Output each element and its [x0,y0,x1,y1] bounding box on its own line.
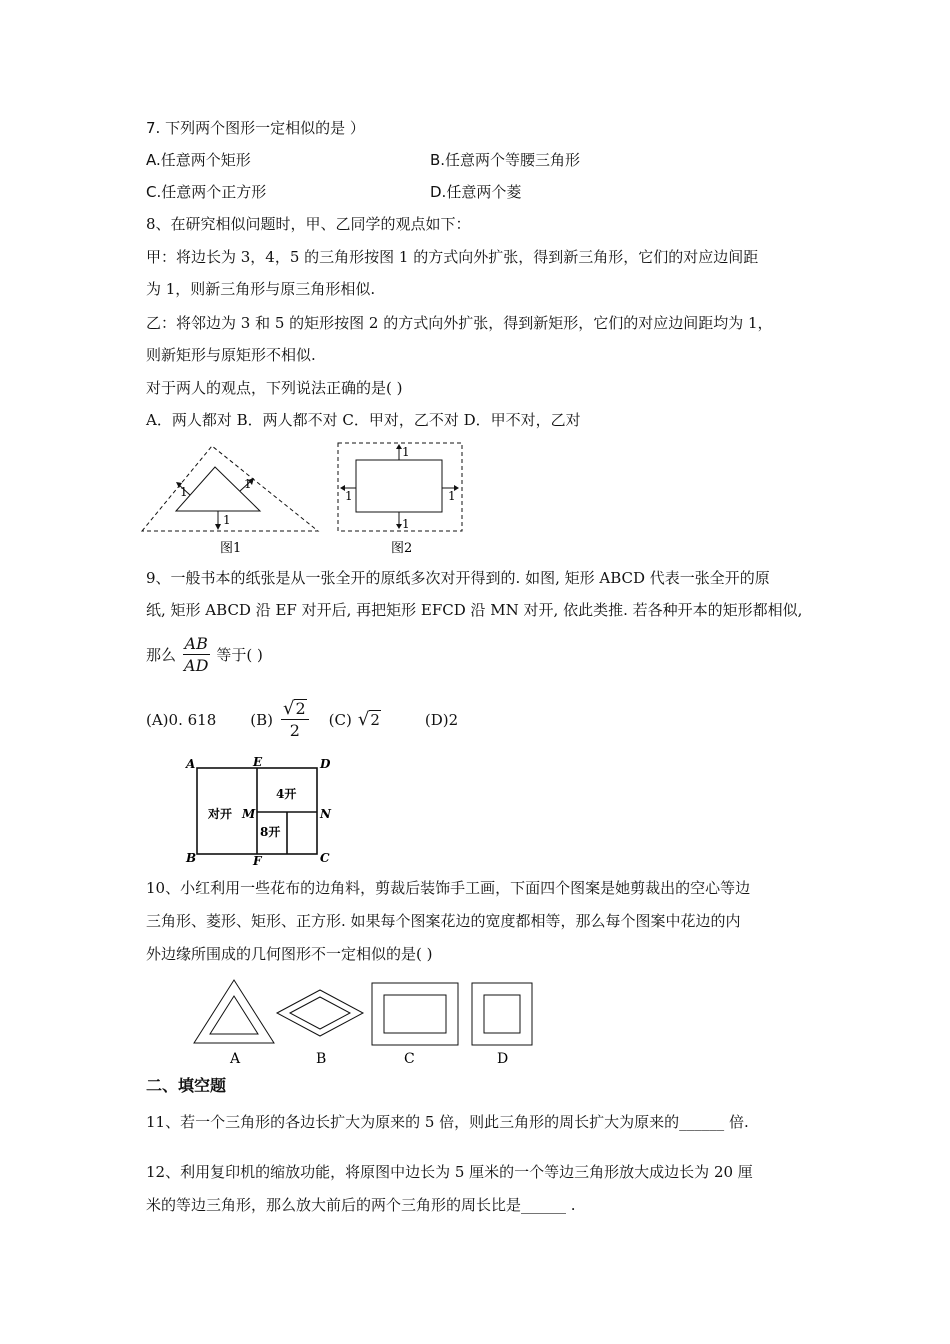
q8-yi-line1: 乙：将邻边为 3 和 5 的矩形按图 2 的方式向外扩张，得到新矩形，它们的对应边间距均为 1， [146,314,773,332]
q7-option-d: D.任意两个菱 [430,183,522,201]
q9-fig-N: N [320,807,331,821]
fig1-label-right: 1 [244,477,252,491]
q10-line2: 三角形、菱形、矩形、正方形. 如果每个图案花边的宽度都相等，那么每个图案中花边的内 [146,912,741,930]
q9-fraction [182,634,210,677]
q7-option-c: C.任意两个正方形 [146,183,267,201]
q9-fig-M: M [242,807,256,821]
q10-label-a: A [230,1051,241,1067]
fig2-label-bottom: 1 [402,517,410,531]
q10-label-b: B [316,1051,327,1067]
q9-fig-C: C [320,851,330,865]
q8-stem: 8、在研究相似问题时，甲、乙同学的观点如下： [146,215,471,233]
q9-line3-pre: 那么 [146,646,177,664]
fig2-inner-rect [356,460,442,512]
q8-options: A．两人都对 B．两人都不对 C．甲对，乙不对 D．甲不对，乙对 [146,411,581,429]
q10-line1: 10、小红利用一些花布的边角料，剪裁后装饰手工画，下面四个图案是她剪裁出的空心等边 [146,879,751,897]
fig2-caption: 图2 [391,541,413,556]
q9-option-b-num: √ 2 [281,699,309,720]
q9-fig-8kai: 8开 [260,825,281,839]
q10-line3: 外边缘所围成的几何图形不一定相似的是( ) [146,945,433,963]
q8-figures [140,440,470,560]
q9-line1: 9、一般书本的纸张是从一张全开的原纸多次对开得到的. 如图, 矩形 ABCD 代表一张全开的原 [146,569,770,587]
q7-option-b: B.任意两个等腰三角形 [430,151,581,169]
fig1-caption: 图1 [220,541,242,556]
q8-jia-line2: 为 1，则新三角形与原三角形相似. [146,280,376,298]
fig2-label-top: 1 [402,445,410,459]
q11-text: 11、若一个三角形的各边长扩大为原来的 5 倍，则此三角形的周长扩大为原来的______ 倍. [146,1113,749,1131]
fig1-label-bottom: 1 [223,513,231,527]
q9-fig-E: E [253,756,263,769]
q9-fig-4kai: 4开 [276,787,297,801]
q8-jia-line1: 甲：将边长为 3，4，5 的三角形按图 1 的方式向外扩张，得到新三角形，它们的对应边间距 [146,248,759,266]
q9-options [146,695,458,745]
q9-fig-B: B [186,851,197,865]
q10-label-c: C [404,1051,415,1067]
fig2-label-right: 1 [448,489,456,503]
q9-fig-F: F [253,854,262,866]
q9-fraction-den: AD [184,655,209,675]
q10-figures [188,975,548,1070]
q9-option-b: (B) [250,711,273,729]
q9-fig-A: A [186,757,196,771]
q10-label-d: D [497,1051,509,1067]
q8-yi-line2: 则新矩形与原矩形不相似. [146,346,316,364]
q9-line2: 纸, 矩形 ABCD 沿 EF 对开后, 再把矩形 EFCD 沿 MN 对开, 依此类推. 若各种开本的矩形都相似, [146,601,803,619]
q9-option-c-rad: √ 2 [357,709,380,730]
section-fill-in-title: 二、填空题 [146,1076,227,1095]
q12-line2: 米的等边三角形，那么放大前后的两个三角形的周长比是______ . [146,1196,576,1214]
q9-fig-D: D [320,757,331,771]
q12-line1: 12、利用复印机的缩放功能，将原图中边长为 5 厘米的一个等边三角形放大成边长为 20 厘 [146,1163,753,1181]
q9-option-b-frac [281,699,309,742]
q7-option-a: A.任意两个矩形 [146,151,251,169]
fig2-outer-rect [338,443,462,531]
q9-option-d: (D)2 [424,711,459,729]
fig1-label-left: 1 [180,485,188,499]
q9-option-c: (C) [328,711,352,729]
q9-fraction-num: AB [184,633,208,653]
q7-stem: 7. 下列两个图形一定相似的是 ） [146,119,365,137]
q9-option-a: (A)0. 618 [146,711,217,729]
q9-fig-duikai: 对开 [208,807,233,821]
q9-line3 [146,633,263,677]
fig2-label-left: 1 [345,489,353,503]
q9-line3-post: 等于( ) [216,646,263,664]
q8-question: 对于两人的观点，下列说法正确的是( ) [146,379,403,397]
q9-option-b-den: 2 [289,720,300,740]
q9-figure [180,756,340,866]
